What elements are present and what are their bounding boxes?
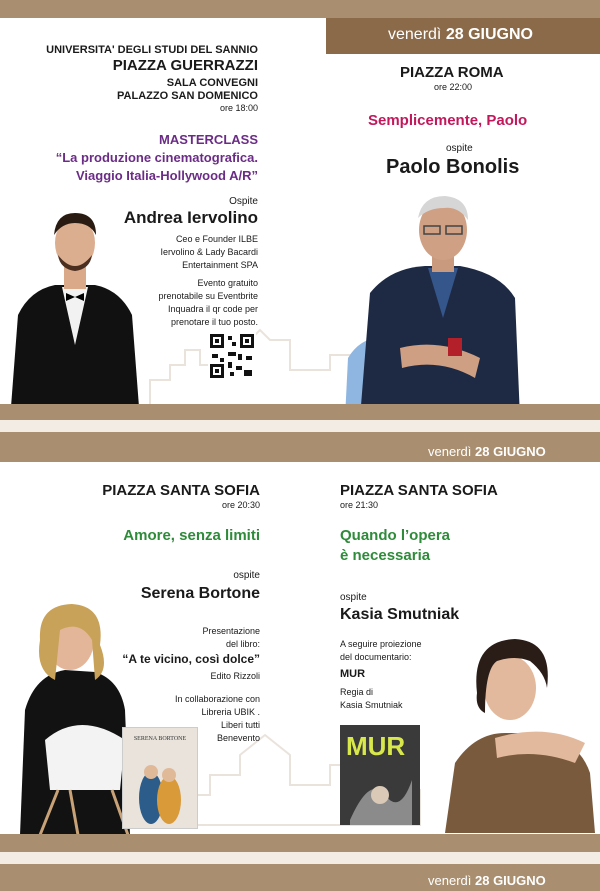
mur-poster [340, 725, 420, 825]
collab-line4: Benevento [216, 733, 260, 743]
qr-code-icon[interactable] [208, 332, 256, 380]
book-presentation-line2: del libro: [225, 639, 260, 649]
guest-name-smutniak: Kasia Smutniak [340, 606, 460, 623]
event-time-sofia-right: ore 21:30 [340, 500, 379, 510]
book-publisher: Edito Rizzoli [210, 671, 260, 681]
date-text: 28 GIUGNO [475, 444, 546, 459]
guest-label-bortone: ospite [233, 570, 260, 581]
masterclass-title-line1: “La produzione cinematografica. [55, 150, 258, 165]
guest-role-line3: Entertainment SPA [182, 260, 258, 270]
masterclass-label: MASTERCLASS [159, 132, 258, 147]
documentary-title: MUR [340, 668, 366, 680]
booking-note-line2: prenotabile su Eventbrite [158, 291, 258, 301]
university-name: UNIVERSITA' DEGLI STUDI DEL SANNIO [46, 44, 258, 56]
collab-line3: Liberi tutti [220, 720, 260, 730]
event-title-line2: è necessaria [340, 547, 431, 564]
guest-role-line2: Iervolino & Lady Bacardi [160, 247, 258, 257]
date-text: 28 GIUGNO [475, 873, 546, 888]
booking-note-line4: prenotare il tuo posto. [170, 317, 258, 327]
top-bottom-band [0, 404, 600, 420]
collab-line2: Libreria UBIK . [201, 707, 260, 717]
event-time-roma: ore 22:00 [434, 82, 473, 92]
mur-poster-illustration [340, 765, 420, 825]
guest-label: Ospite [229, 196, 258, 207]
date-day: venerdì [388, 26, 442, 43]
room-line2: PALAZZO SAN DOMENICO [117, 90, 258, 102]
event-title-line1: Quando l’opera [340, 527, 451, 544]
book-title: “A te vicino, così dolce” [122, 652, 260, 666]
event-title-roma: Semplicemente, Paolo [368, 112, 528, 129]
documentary-line1: A seguire proiezione [340, 639, 422, 649]
date-day: venerdì [428, 444, 472, 459]
event-title-sofia-left: Amore, senza limiti [123, 527, 260, 544]
book-presentation-line1: Presentazione [202, 626, 260, 636]
direction-line2: Kasia Smutniak [340, 700, 403, 710]
guest-label-smutniak: ospite [340, 592, 367, 603]
booking-note-line3: Inquadra il qr code per [167, 304, 258, 314]
guest-name-roma: Paolo Bonolis [386, 156, 520, 178]
room-line1: SALA CONVEGNI [166, 77, 258, 89]
event-time-sofia-left: ore 20:30 [221, 500, 260, 510]
date-label-top [388, 26, 533, 44]
documentary-line2: del documentario: [340, 652, 412, 662]
guest-role-line1: Ceo e Founder ILBE [175, 234, 258, 244]
paolo-bonolis-photo [340, 188, 540, 418]
section-divider-1 [0, 420, 600, 432]
masterclass-title-line2: Viaggio Italia-Hollywood A/R” [75, 168, 258, 183]
middle-bottom-band [0, 834, 600, 852]
guest-name: Andrea Iervolino [123, 208, 258, 227]
date-day: venerdì [428, 873, 472, 888]
guest-label-roma: ospite [446, 143, 473, 154]
book-cover-illustration [123, 748, 197, 828]
andrea-iervolino-photo [0, 205, 150, 420]
section-divider-2 [0, 852, 600, 864]
date-text: 28 GIUGNO [445, 26, 533, 43]
venue-title-sofia-right: PIAZZA SANTA SOFIA [340, 482, 498, 499]
booking-note-line1: Evento gratuito [197, 278, 258, 288]
guest-name-bortone: Serena Bortone [140, 585, 260, 602]
direction-line1: Regia di [340, 687, 374, 697]
venue-title-roma: PIAZZA ROMA [400, 64, 504, 81]
kasia-smutniak-photo [435, 633, 600, 833]
venue-title: PIAZZA GUERRAZZI [112, 57, 258, 74]
book-cover [122, 727, 198, 829]
collab-line1: In collaborazione con [174, 694, 260, 704]
top-band [0, 0, 600, 18]
date-label-middle [428, 444, 546, 459]
venue-title-sofia-left: PIAZZA SANTA SOFIA [102, 482, 260, 499]
mur-poster-title: MUR [346, 731, 406, 761]
event-time: ore 18:00 [219, 103, 258, 113]
book-cover-title: SERENA BORTONE [133, 736, 187, 742]
date-label-bottom [428, 873, 546, 888]
